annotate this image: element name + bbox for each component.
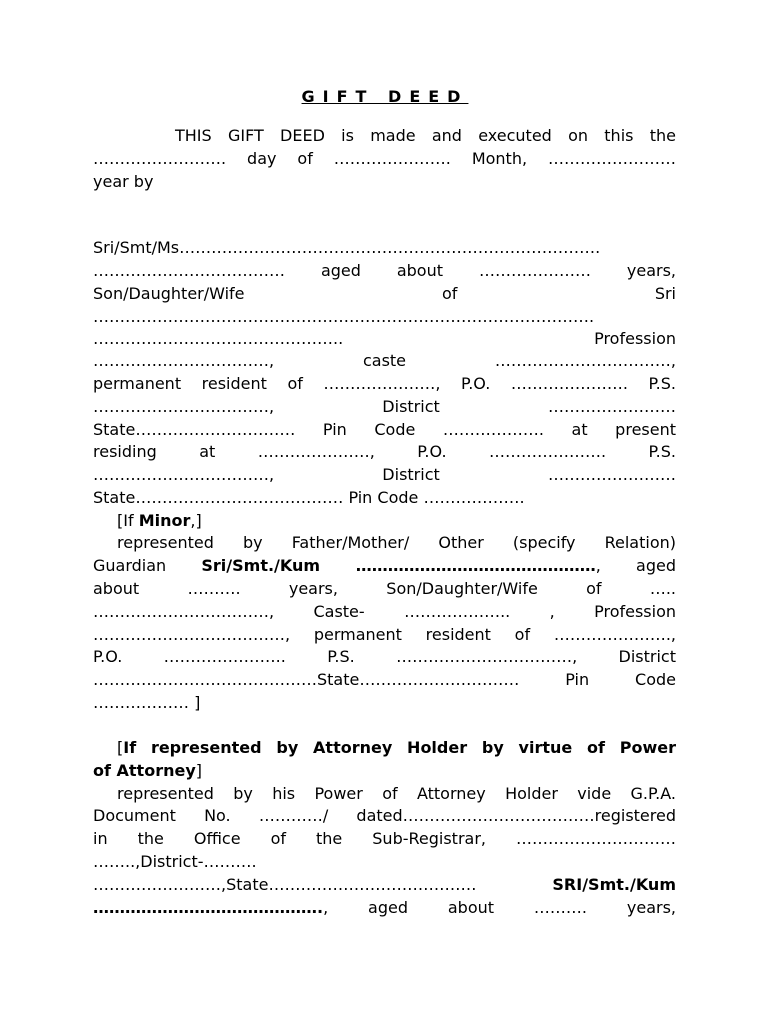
donor-line: ……………………………… aged about ………………… years, (93, 261, 676, 280)
donor-line: ……………………………, District …………………… (93, 465, 676, 484)
donor-line: State………………………………… Pin Code ………………. (93, 488, 525, 507)
minor-line: ………………………………, permanent resident of …………………., (93, 625, 676, 644)
attorney-heading: [If represented by Attorney Holder by virtue of Power (117, 738, 676, 757)
intro-line: year by (93, 172, 154, 191)
document-title: GIFT DEED (301, 87, 469, 106)
donor-line: Son/Daughter/Wife of Sri (93, 284, 676, 303)
donor-line: ……………………………, caste ……………………………, (93, 351, 676, 370)
donor-line: permanent resident of …………………, P.O. …………………. P.S. (93, 374, 676, 393)
minor-line: ……………………………, Caste- ……………….. , Profession (93, 602, 676, 621)
attorney-line: ……..,District-………. (93, 852, 257, 871)
donor-line: …………………………………………………………………………………. (93, 307, 595, 326)
attorney-line: ……………………………………., aged about ………. years, (93, 898, 676, 917)
attorney-line: represented by his Power of Attorney Holder vide G.P.A. (117, 784, 676, 803)
intro-line: THIS GIFT DEED is made and executed on this the (175, 126, 676, 145)
attorney-line: ……………………,State………………………………… SRI/Smt./Kum (93, 875, 676, 894)
minor-heading: [If Minor,] (117, 511, 202, 530)
donor-line: ……………………………………….. Profession (93, 329, 676, 348)
attorney-line: Document No. …………/ dated………………………………registered (93, 806, 676, 825)
minor-line: P.O. ………………….. P.S. ……………………………, District (93, 647, 676, 666)
minor-line: ……………… ] (93, 693, 201, 712)
minor-line: represented by Father/Mother/ Other (specify Relation) (117, 533, 676, 552)
intro-line: ……………………. day of …………………. Month, …………………… (93, 149, 676, 168)
donor-line: ……………………………, District …………………… (93, 397, 676, 416)
attorney-line: in the Office of the Sub-Registrar, ………………………… (93, 829, 676, 848)
guardian-line: Guardian Sri/Smt./Kum ………………………………………, aged (93, 556, 676, 575)
minor-line: about ………. years, Son/Daughter/Wife of ….. (93, 579, 676, 598)
attorney-heading: of Attorney] (93, 761, 203, 780)
donor-line: State………………………… Pin Code ………………. at present (93, 420, 676, 439)
minor-line: ……………………………………State………………………… Pin Code (93, 670, 676, 689)
donor-line: Sri/Smt/Ms……………………………………………………………………. (93, 238, 601, 257)
donor-line: residing at …………………, P.O. …………………. P.S. (93, 442, 676, 461)
